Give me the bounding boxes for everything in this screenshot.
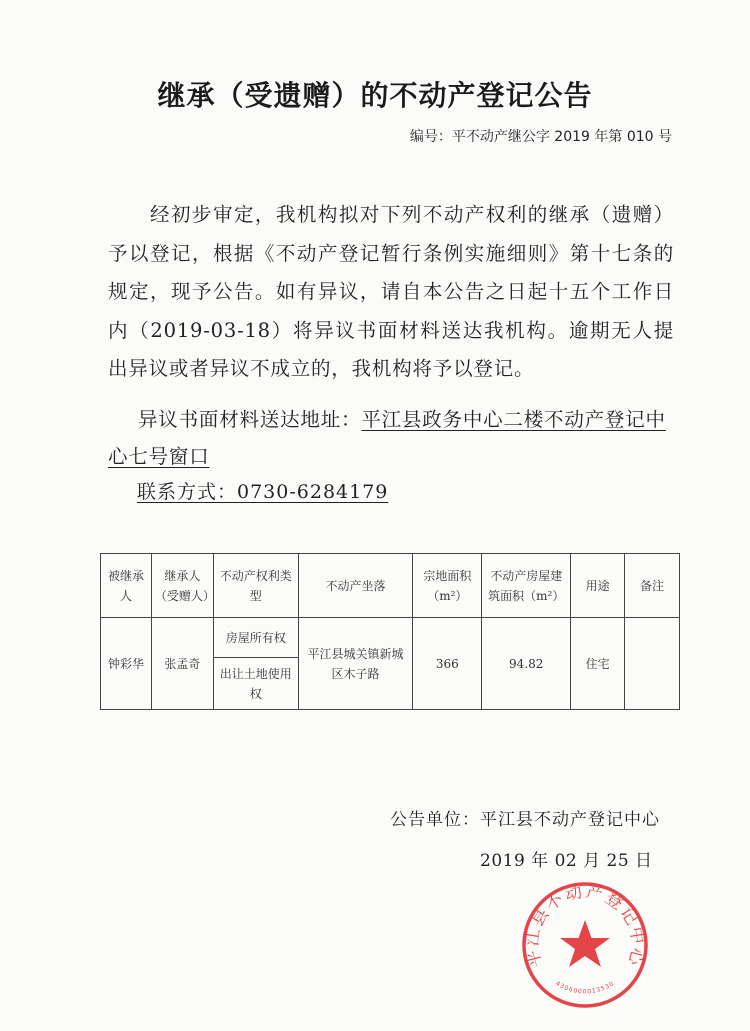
notice-body [108,196,674,505]
header-cell: 被继承人 [101,554,152,618]
header-cell: 继承人（受赠人） [151,554,213,618]
document-number: 编号：平不动产继公字 2019 年第 010 号 [409,129,672,145]
issuing-unit: 公告单位：平江县不动产登记中心 [390,810,660,830]
contact-info: 联系方式：0730-6284179 [137,480,389,503]
land-area-cell: 366 [413,618,482,710]
star-icon [560,920,610,967]
notice-paragraph: 经初步审定，我机构拟对下列不动产权利的继承（遗赠）予以登记，根据《不动产登记暂行条例实施细则》第十七条的规定，现予公告。如有异议，请自本公告之日起十五个工作日内（2019-03-18）将异议书面材料送达我机构。逾期无人提出异议或者异议不成立的，我机构将予以登记。 [108,203,674,380]
decedent-cell: 钟彩华 [101,618,152,710]
remarks-cell [625,618,680,710]
seal-number: 4306000013530 [554,980,616,996]
building-area-cell: 94.82 [482,618,571,710]
official-seal [520,880,650,1010]
address-label: 异议书面材料送达地址： [138,407,362,431]
header-cell: 不动产权利类 型 [213,554,298,618]
seal-text: 平江县不动产登记中心 [522,881,648,970]
right-type-cell: 出让土地使用权 [213,658,298,710]
location-cell: 平江县城关镇新城区木子路 [298,618,413,710]
header-cell: 备注 [625,554,680,618]
header-cell: 用途 [571,554,625,618]
right-type-cell: 房屋所有权 [213,618,298,658]
address-value: 平江县政务中心二楼不动产登记中心七号窗口 [108,407,666,468]
usage-cell: 住宅 [571,618,625,710]
header-cell: 不动产坐落 [298,554,413,618]
header-cell: 宗地面积（m²） [413,554,482,618]
registration-table [100,553,680,710]
table-row [101,618,680,658]
header-cell: 不动产房屋建筑面积（m²） [482,554,571,618]
page-title: 继承（受遗赠）的不动产登记公告 [157,79,593,112]
objection-address [108,401,674,475]
heir-cell: 张孟奇 [151,618,213,710]
table-header-row [101,554,680,618]
issue-date: 2019 年 02 月 25 日 [480,851,653,871]
